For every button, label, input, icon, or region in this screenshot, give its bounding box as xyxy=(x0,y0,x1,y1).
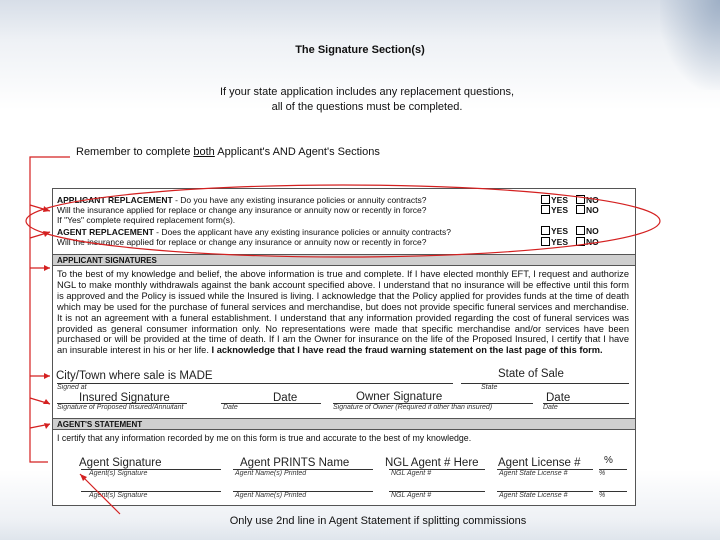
arrow-agent-signature xyxy=(80,474,120,514)
ngl-agent-label-2: NGL Agent # xyxy=(391,492,432,499)
applicant-signatures-header: APPLICANT SIGNATURES xyxy=(53,254,635,266)
overlay-agent-prints-name: Agent PRINTS Name xyxy=(240,457,350,469)
no-label: NO xyxy=(586,195,599,205)
bracket-line xyxy=(30,157,70,462)
yes-label: YES xyxy=(551,195,569,205)
reminder-suffix: Applicant's AND Agent's Sections xyxy=(214,146,380,158)
signed-at-label: Signed at xyxy=(57,384,87,391)
applicant-replacement-q2: Will the insurance applied for replace or change any insurance or annuity now or recently in force? xyxy=(57,205,427,215)
declaration-body: To the best of my knowledge and belief, the above information is true and complete. If I have elected monthly EFT, I request and authorize NGL to make monthly withdrawals against the bank account specified above. I understand that no insurance will be effective until this form is approved and the Policy is issued while the Insured is living. I acknowledge that the Policy applied for provides funds at the time of death which may be used for the purchase of funeral services and merchandise, but does not provide specific funeral services and merchandise. It is not an agreement with a funeral establishment. I understand that any information provided regarding the cost of funeral services was provided as general consumer information only. No representations were made that specific merchandise and/or services have been purchased or will be provided at the time of death. If I am the Owner for insurance on the life of the Proposed Insured, I certify that I have an insurable interest in his or her life. xyxy=(57,269,629,356)
agent-replacement-q1-text: - Does the applicant have any existing insurance policies or annuity contracts? xyxy=(153,227,452,237)
overlay-owner-signature: Owner Signature xyxy=(356,391,443,403)
overlay-date-2: Date xyxy=(546,392,571,404)
agent-license-label-2: Agent State License # xyxy=(499,492,568,499)
slide-title: The Signature Section(s) xyxy=(295,44,425,56)
applicant-replacement-q3: If "Yes" complete required replacement form(s). xyxy=(57,215,236,225)
state-label: State xyxy=(481,384,498,391)
agent-replacement-q2: Will the insurance applied for replace or change any insurance or annuity now or recently in force? xyxy=(57,237,427,247)
agent-certify-text: I certify that any information recorded by me on this form is true and accurate to the best of my knowledge. xyxy=(57,433,472,443)
agent-license-label-1: Agent State License # xyxy=(499,470,568,477)
replacement-highlight-ellipse xyxy=(26,185,660,257)
owner-signature-label: Signature of Owner (Required if other than insured) xyxy=(333,404,493,411)
yes-label: YES xyxy=(551,237,569,247)
arrowhead xyxy=(44,373,50,379)
overlay-agent-signature: Agent Signature xyxy=(79,457,162,469)
date-label-1: Date xyxy=(223,404,238,411)
agent-name-label-1: Agent Name(s) Printed xyxy=(235,470,307,477)
intro-line-1: If your state application includes any replacement questions, xyxy=(219,86,515,98)
date-label-2: Date xyxy=(543,404,558,411)
footer-note: Only use 2nd line in Agent Statement if splitting commissions xyxy=(229,515,527,527)
agent-signature-label-1: Agent(s) Signature xyxy=(89,470,148,477)
no-label: NO xyxy=(586,226,599,236)
arrowhead xyxy=(44,423,50,429)
agent-replacement-label: AGENT REPLACEMENT xyxy=(57,227,154,237)
insured-signature-label: Signature of Proposed Insured/Annuitant xyxy=(57,404,184,411)
agents-statement-header: AGENT'S STATEMENT xyxy=(53,418,635,430)
overlay-insured-signature: Insured Signature xyxy=(79,392,170,404)
percent-label-1: % xyxy=(599,470,606,477)
intro-line-2: all of the questions must be completed. xyxy=(271,101,463,113)
overlay-percent: % xyxy=(604,455,613,466)
arrowhead xyxy=(44,265,50,271)
overlay-agent-license: Agent License # xyxy=(498,457,581,469)
yes-label: YES xyxy=(551,226,569,236)
reminder-emphasis: both xyxy=(193,146,215,158)
ngl-agent-label-1: NGL Agent # xyxy=(391,470,432,477)
no-label: NO xyxy=(586,205,599,215)
fraud-acknowledgment: I acknowledge that I have read the fraud warning statement on the last page of this form. xyxy=(211,345,603,356)
percent-label-2: % xyxy=(599,492,606,499)
overlay-state-of-sale: State of Sale xyxy=(498,368,564,380)
overlay-date-1: Date xyxy=(273,392,298,404)
applicant-replacement-q1-text: - Do you have any existing insurance policies or annuity contracts? xyxy=(172,195,427,205)
applicant-replacement-label: APPLICANT REPLACEMENT xyxy=(57,195,173,205)
arrowhead xyxy=(43,399,50,404)
reminder-prefix: Remember to complete xyxy=(76,146,194,158)
agent-signature-label-2: Agent(s) Signature xyxy=(89,492,148,499)
no-label: NO xyxy=(586,237,599,247)
agent-name-label-2: Agent Name(s) Printed xyxy=(235,492,307,499)
yes-label: YES xyxy=(551,205,569,215)
overlay-city: City/Town where sale is MADE xyxy=(56,370,213,382)
overlay-ngl-agent: NGL Agent # Here xyxy=(385,457,479,469)
